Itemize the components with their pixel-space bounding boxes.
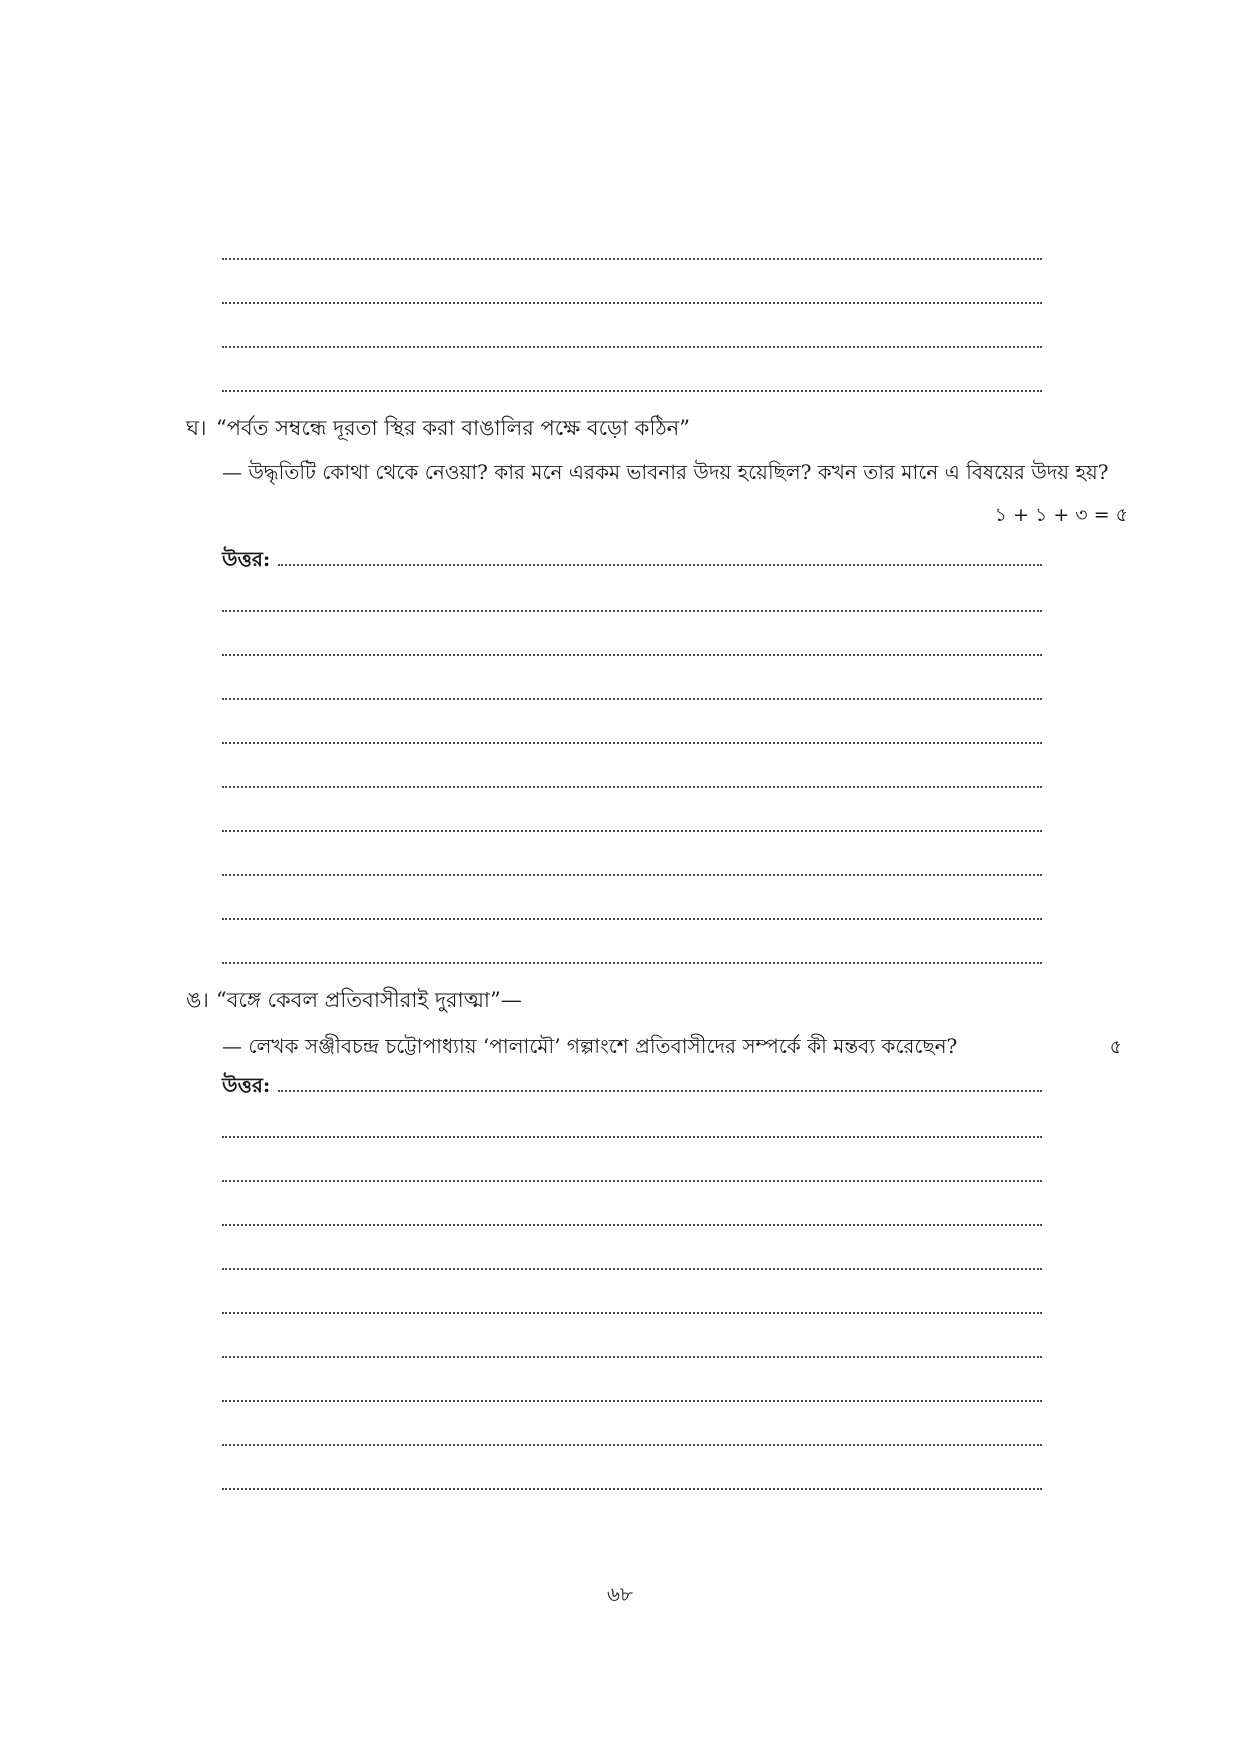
question-number: ঘ। [186,416,207,440]
answer-line[interactable] [278,564,1042,566]
question-gha-marks: ১ + ১ + ৩ = ৫ [994,504,1128,526]
page-number: ৬৮ [607,1582,633,1606]
question-quote: “পর্বত সম্বন্ধে দূরতা স্থির করা বাঙালির পক্ষে বড়ো কঠিন” [216,416,690,440]
answer-line[interactable] [222,830,1042,832]
answer-line[interactable] [222,654,1042,656]
answer-label: উত্তর: [222,1073,271,1097]
answer-line[interactable] [222,1356,1042,1358]
question-uma-heading [186,986,522,1014]
answer-line[interactable] [222,874,1042,876]
answer-line[interactable] [222,1268,1042,1270]
question-uma-answer-row[interactable] [222,1066,1042,1096]
answer-line[interactable] [278,1090,1042,1092]
answer-line[interactable] [222,1180,1042,1182]
answer-line[interactable] [222,742,1042,744]
answer-line[interactable] [222,610,1042,612]
question-uma-prompt: — লেখক সঞ্জীবচন্দ্র চট্টোপাধ্যায় ‘পালামৌ’ গল্পাংশে প্রতিবাসীদের সম্পর্কে কী মন্তব্য করেছেন? [222,1034,958,1058]
answer-line[interactable] [222,1136,1042,1138]
answer-label: উত্তর: [222,547,271,571]
answer-line[interactable] [222,258,1042,260]
answer-line[interactable] [222,346,1042,348]
question-gha-answer-row[interactable] [222,540,1042,570]
question-quote: “বঙ্গে কেবল প্রতিবাসীরাই দুরাত্মা”— [216,988,522,1012]
answer-line[interactable] [222,1224,1042,1226]
answer-line[interactable] [222,390,1042,392]
answer-line[interactable] [222,302,1042,304]
question-number: ঙ। [186,988,209,1012]
question-uma-marks: ৫ [1109,1036,1122,1058]
answer-line[interactable] [222,1312,1042,1314]
answer-line[interactable] [222,962,1042,964]
answer-line[interactable] [222,1444,1042,1446]
question-gha-prompt: — উদ্ধৃতিটি কোথা থেকে নেওয়া? কার মনে এরকম ভাবনার উদয় হয়েছিল? কখন তার মানে এ বিষয়ের উদয় হয়? [222,460,1109,484]
answer-line[interactable] [222,786,1042,788]
answer-line[interactable] [222,918,1042,920]
question-gha-heading [186,414,690,442]
answer-line[interactable] [222,1400,1042,1402]
answer-line[interactable] [222,1488,1042,1490]
answer-line[interactable] [222,698,1042,700]
